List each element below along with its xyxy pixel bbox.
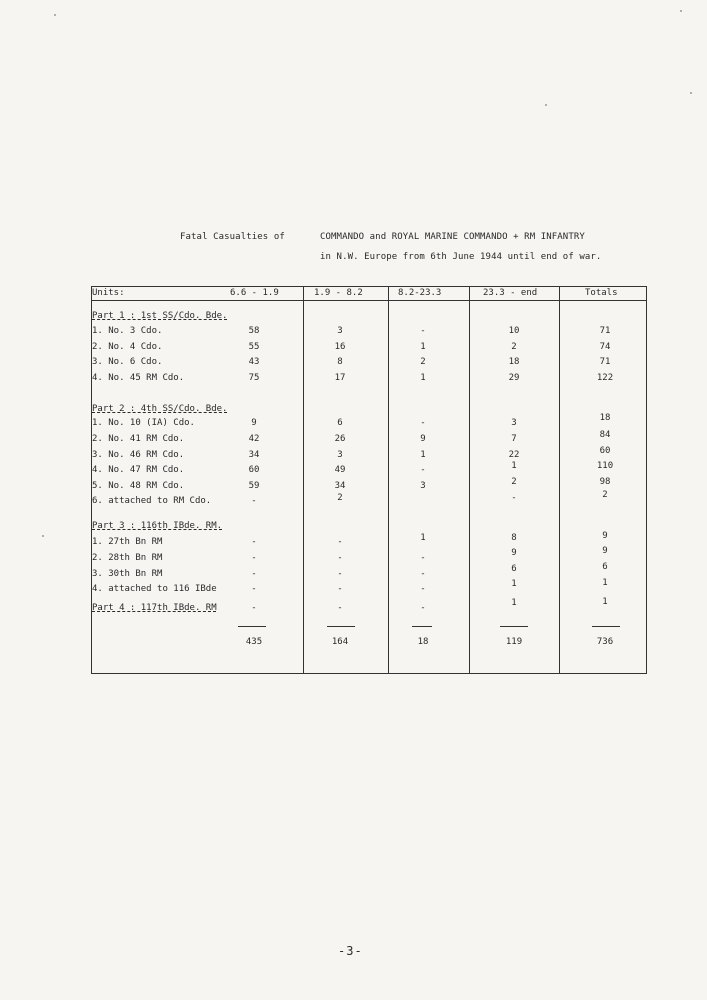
row-label: 4. No. 45 RM Cdo.: [92, 373, 185, 383]
header-totals: Totals: [585, 288, 618, 298]
row-value: 22: [508, 450, 520, 460]
row-label: 1. 27th Bn RM: [92, 537, 163, 547]
row-value: 60: [599, 446, 611, 456]
row-value: 43: [248, 357, 260, 367]
row-value: 6: [511, 564, 517, 574]
row-value: 98: [599, 477, 611, 487]
row-value: 3: [337, 326, 343, 336]
row-value: 26: [334, 434, 346, 444]
total-value: 435: [245, 637, 263, 647]
row-value: 1: [602, 578, 608, 588]
row-value: 60: [248, 465, 260, 475]
row-label: 1. No. 3 Cdo.: [92, 326, 163, 336]
column-divider: [303, 286, 304, 674]
row-label: 2. No. 41 RM Cdo.: [92, 434, 185, 444]
row-value: 2: [511, 342, 517, 352]
row-label: 2. 28th Bn RM: [92, 553, 163, 563]
row-value: 75: [248, 373, 260, 383]
row-value: 34: [248, 450, 260, 460]
title-main: COMMANDO and ROYAL MARINE COMMANDO + RM INFANTRY: [320, 232, 585, 242]
scan-speck: [42, 535, 44, 537]
row-label: 2. No. 4 Cdo.: [92, 342, 163, 352]
row-value: 74: [599, 342, 611, 352]
total-value: 736: [596, 637, 614, 647]
row-value: 6: [602, 562, 608, 572]
row-value: 42: [248, 434, 260, 444]
row-value: 9: [602, 546, 608, 556]
row-value: 1: [511, 598, 517, 608]
row-value: 9: [602, 531, 608, 541]
row-value: 2: [511, 477, 517, 487]
row-value: 9: [511, 548, 517, 558]
row-value: 1: [420, 533, 426, 543]
row-value: 1: [420, 373, 426, 383]
row-value: -: [251, 537, 257, 547]
row-value: 1: [511, 579, 517, 589]
row-value: 3: [511, 418, 517, 428]
row-label: 3. No. 46 RM Cdo.: [92, 450, 185, 460]
row-value: -: [420, 553, 426, 563]
row-value: 3: [420, 481, 426, 491]
casualty-table: [91, 286, 647, 674]
column-divider: [559, 286, 560, 674]
row-value: -: [337, 603, 343, 613]
row-value: 2: [420, 357, 426, 367]
header-period-1: 6.6 - 1.9: [230, 288, 279, 298]
row-value: -: [511, 493, 517, 503]
row-value: 49: [334, 465, 346, 475]
row-value: 9: [420, 434, 426, 444]
row-value: 122: [596, 373, 614, 383]
row-value: -: [420, 603, 426, 613]
row-value: -: [420, 569, 426, 579]
row-value: -: [420, 465, 426, 475]
row-value: -: [337, 537, 343, 547]
row-value: 8: [337, 357, 343, 367]
total-rule: [238, 626, 266, 627]
scan-speck: [54, 14, 56, 16]
column-divider: [469, 286, 470, 674]
header-period-2: 1.9 - 8.2: [314, 288, 363, 298]
row-value: 8: [511, 533, 517, 543]
row-value: 18: [599, 413, 611, 423]
header-period-4: 23.3 - end: [483, 288, 538, 298]
row-value: 1: [511, 461, 517, 471]
row-value: 1: [602, 597, 608, 607]
row-value: 2: [337, 493, 343, 503]
row-value: 84: [599, 430, 611, 440]
section-title: Part 4 : 117th IBde. RM: [92, 603, 217, 613]
row-value: -: [251, 603, 257, 613]
row-label: 3. 30th Bn RM: [92, 569, 163, 579]
row-value: 6: [337, 418, 343, 428]
row-value: 55: [248, 342, 260, 352]
row-value: 2: [602, 490, 608, 500]
total-value: 164: [331, 637, 349, 647]
row-label: 5. No. 48 RM Cdo.: [92, 481, 185, 491]
row-value: 58: [248, 326, 260, 336]
total-rule: [412, 626, 432, 627]
row-value: -: [337, 584, 343, 594]
column-divider: [388, 286, 389, 674]
row-value: 1: [420, 450, 426, 460]
row-value: -: [420, 326, 426, 336]
row-value: 34: [334, 481, 346, 491]
total-rule: [500, 626, 528, 627]
row-value: -: [251, 569, 257, 579]
row-value: -: [420, 418, 426, 428]
row-value: -: [251, 496, 257, 506]
row-value: 1: [420, 342, 426, 352]
row-value: 16: [334, 342, 346, 352]
row-value: 110: [596, 461, 614, 471]
scan-speck: [680, 10, 682, 12]
row-value: -: [337, 569, 343, 579]
header-period-3: 8.2-23.3: [398, 288, 442, 298]
total-rule: [327, 626, 355, 627]
total-value: 18: [417, 637, 429, 647]
row-label: 4. attached to 116 IBde: [92, 584, 217, 594]
header-rule: [91, 300, 647, 301]
row-value: -: [251, 584, 257, 594]
scan-speck: [545, 104, 547, 106]
title-subtitle: in N.W. Europe from 6th June 1944 until end of war.: [320, 252, 602, 262]
page-number: -3-: [338, 944, 363, 958]
total-value: 119: [505, 637, 523, 647]
row-value: 59: [248, 481, 260, 491]
row-value: 18: [508, 357, 520, 367]
header-units: Units:: [92, 288, 125, 298]
row-value: 71: [599, 326, 611, 336]
row-value: 7: [511, 434, 517, 444]
row-label: 3. No. 6 Cdo.: [92, 357, 163, 367]
scan-speck: [690, 92, 692, 94]
row-value: 71: [599, 357, 611, 367]
section-title: Part 1 : 1st SS/Cdo. Bde.: [92, 311, 228, 321]
row-value: -: [251, 553, 257, 563]
row-value: -: [337, 553, 343, 563]
title-prefix: Fatal Casualties of: [180, 232, 285, 242]
row-value: 10: [508, 326, 520, 336]
row-value: 17: [334, 373, 346, 383]
section-title: Part 2 : 4th SS/Cdo. Bde.: [92, 404, 228, 414]
row-value: 29: [508, 373, 520, 383]
row-value: 9: [251, 418, 257, 428]
row-label: 4. No. 47 RM Cdo.: [92, 465, 185, 475]
section-title: Part 3 : 116th IBde. RM.: [92, 521, 223, 531]
total-rule: [592, 626, 620, 627]
row-value: -: [420, 584, 426, 594]
row-label: 1. No. 10 (IA) Cdo.: [92, 418, 195, 428]
row-label: 6. attached to RM Cdo.: [92, 496, 212, 506]
row-value: 3: [337, 450, 343, 460]
